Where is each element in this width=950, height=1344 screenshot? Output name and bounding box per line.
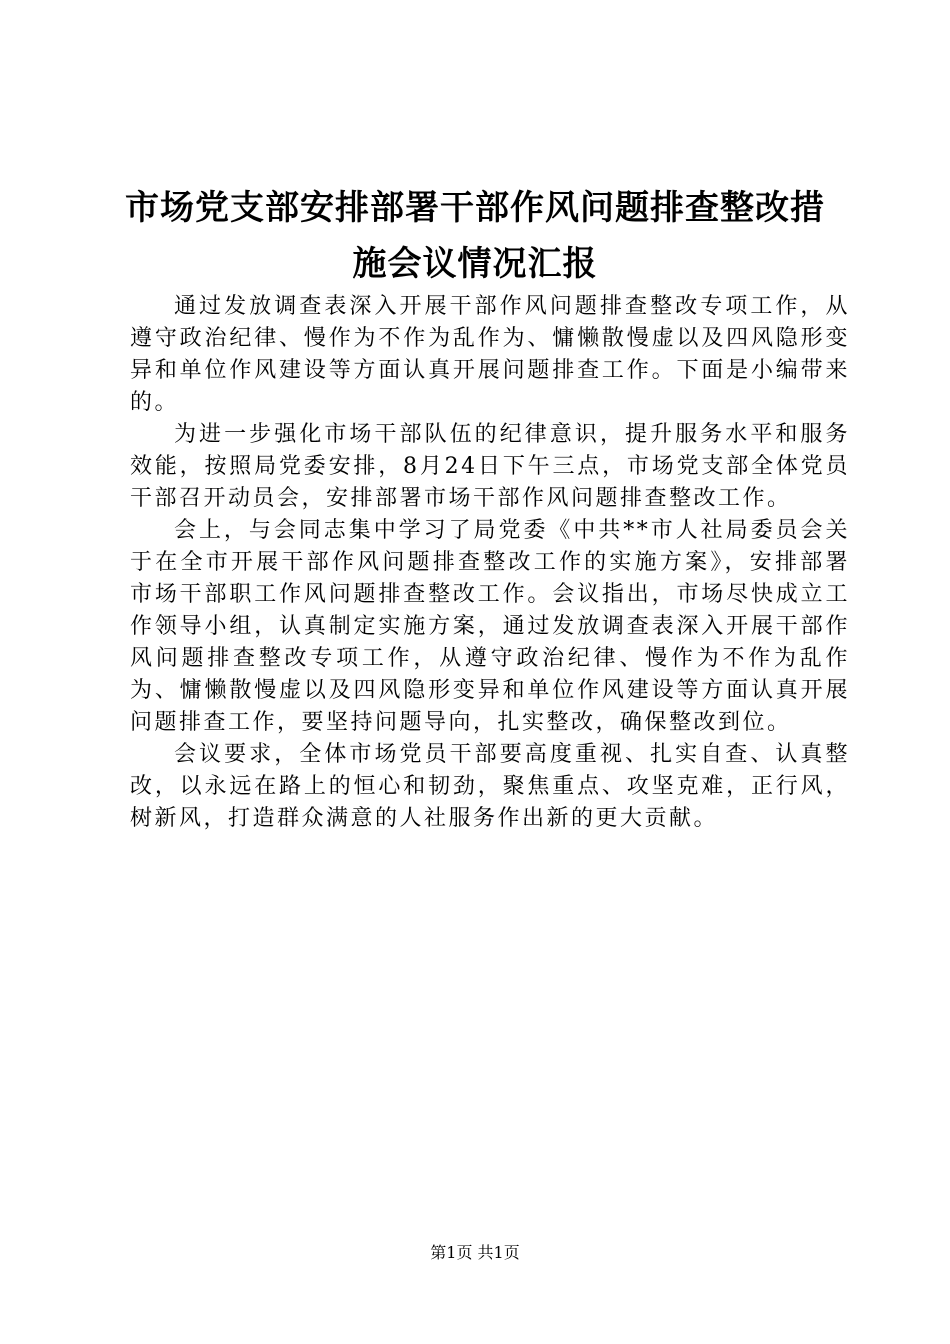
paragraph-4: 会议要求，全体市场党员干部要高度重视、扎实自查、认真整改，以永远在路上的恒心和韧劲，聚焦重点、攻坚克难，正行风，树新风，打造群众满意的人社服务作出新的更大贡献。 (130, 742, 850, 831)
paragraph-3: 会上，与会同志集中学习了局党委《中共**市人社局委员会关于在全市开展干部作风问题排查整改工作的实施方案》，安排部署市场干部职工作风问题排查整改工作。会议指出，市场尽快成立工作领导小组，认真制定实施方案，通过发放调查表深入开展干部作风问题排查整改专项工作，从遵守政治纪律、慢作为不作为乱作为、慵懒散慢虚以及四风隐形变异和单位作风建设等方面认真开展问题排查工作，要坚持问题导向，扎实整改，确保整改到位。 (130, 518, 850, 735)
paragraph-2: 为进一步强化市场干部队伍的纪律意识，提升服务水平和服务效能，按照局党委安排，8月24日下午三点，市场党支部全体党员干部召开动员会，安排部署市场干部作风问题排查整改工作。 (130, 422, 850, 511)
document-body (130, 291, 850, 835)
page-number-indicator: 第1页 共1页 (430, 1243, 520, 1262)
page-footer (0, 1243, 950, 1263)
document-title-line-2: 施会议情况汇报 (352, 244, 598, 284)
document-title-line-1: 市场党支部安排部署干部作风问题排查整改措 (125, 188, 825, 228)
document-title (100, 180, 850, 292)
paragraph-1: 通过发放调查表深入开展干部作风问题排查整改专项工作，从遵守政治纪律、慢作为不作为乱作为、慵懒散慢虚以及四风隐形变异和单位作风建设等方面认真开展问题排查工作。下面是小编带来的。 (130, 294, 850, 415)
